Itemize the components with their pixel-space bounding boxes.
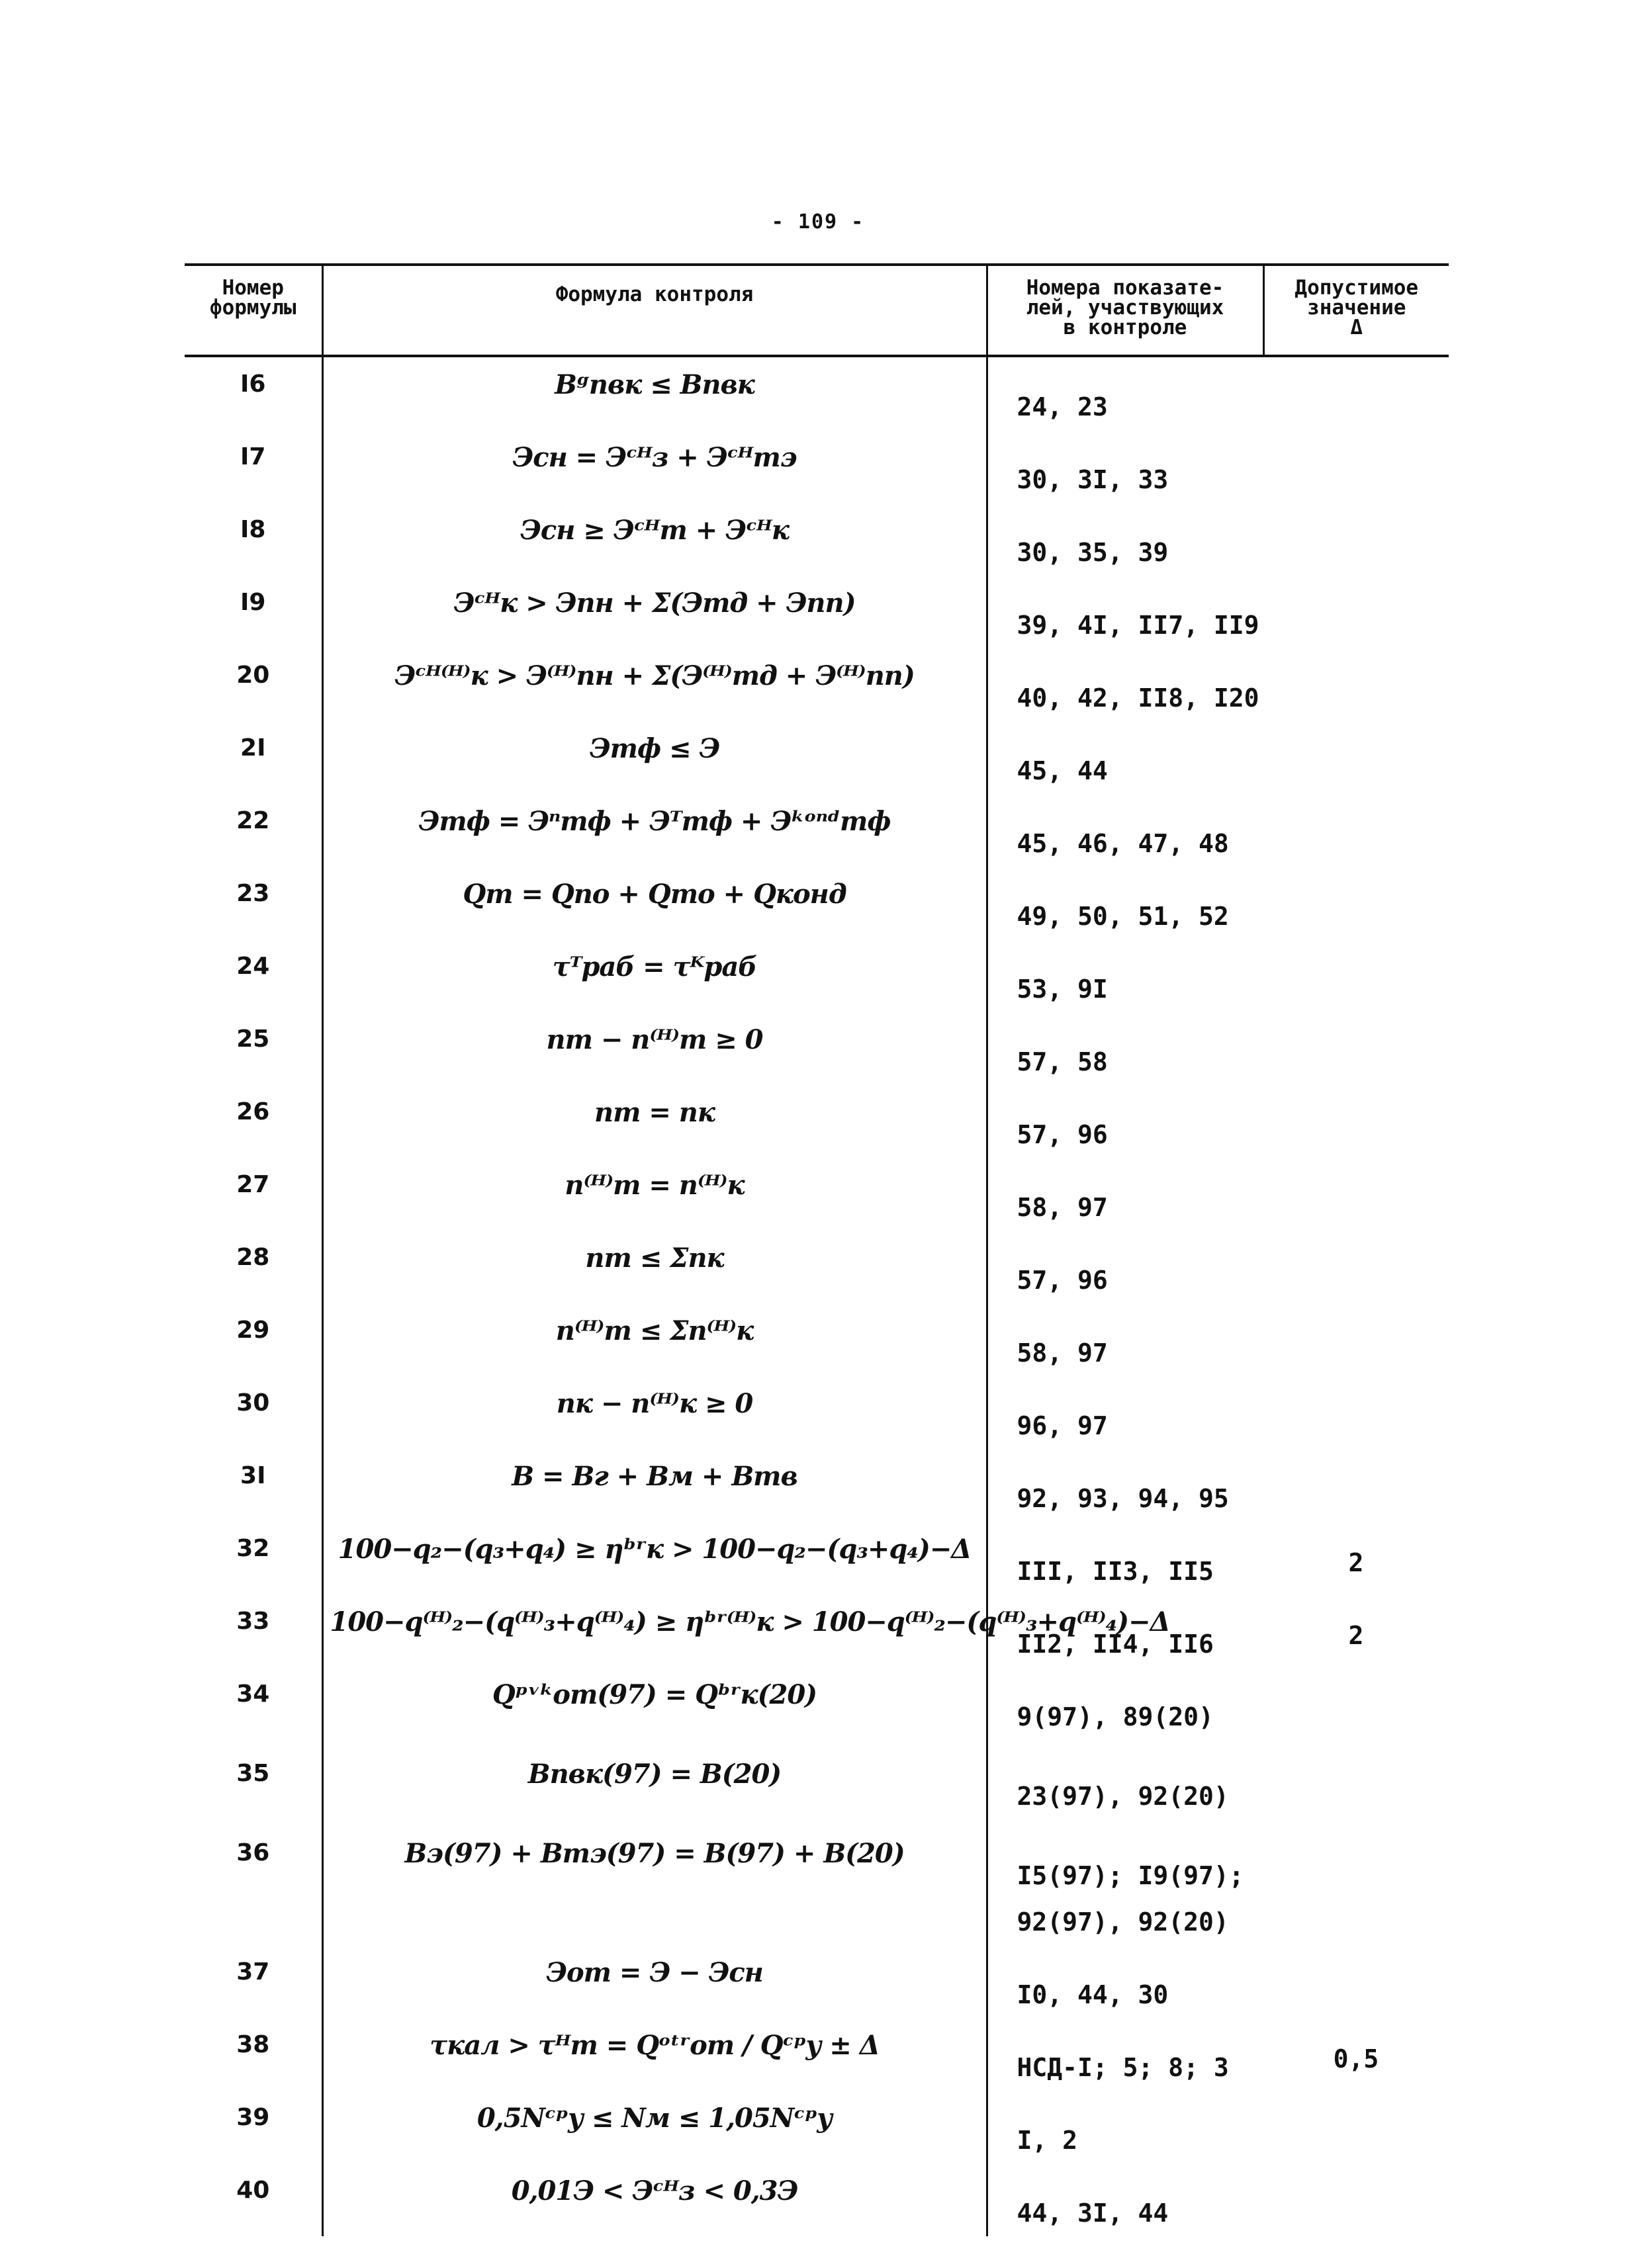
tolerance-value — [1263, 1158, 1449, 1231]
table-row — [185, 1376, 1449, 1449]
tolerance-value — [1263, 1449, 1449, 1522]
tolerance-value: 2 — [1348, 1621, 1364, 1650]
indicator-numbers: 9(97), 89(20) — [987, 1667, 1263, 1747]
formula-number: 36 — [236, 1839, 270, 1866]
indicator-numbers: 57, 96 — [987, 1085, 1263, 1158]
tolerance-value — [1263, 1085, 1449, 1158]
table-row — [185, 1449, 1449, 1522]
table-row — [185, 1594, 1449, 1667]
control-formula: Bᵍпвк ≤ Bпвк — [322, 356, 987, 430]
control-formula: nк − n⁽ᴴ⁾к ≥ 0 — [322, 1376, 987, 1449]
tolerance-value — [1263, 503, 1449, 576]
indicator-numbers: 96, 97 — [987, 1376, 1263, 1449]
table-row — [185, 1085, 1449, 1158]
indicator-numbers: 30, 35, 39 — [987, 503, 1263, 576]
formula-number: 38 — [236, 2031, 270, 2058]
control-formula: nт ≤ Σnк — [322, 1231, 987, 1303]
indicator-numbers: I, 2 — [987, 2091, 1263, 2163]
header-tolerance: Допустимое значение Δ — [1263, 265, 1449, 356]
tolerance-value — [1263, 1012, 1449, 1085]
table-row — [185, 1747, 1449, 1826]
tolerance-value — [1263, 1747, 1449, 1826]
formula-number: 34 — [236, 1680, 270, 1708]
table-row — [185, 1667, 1449, 1747]
indicator-numbers: 24, 23 — [987, 356, 1263, 430]
formula-number: 24 — [236, 953, 270, 980]
formula-number: 22 — [236, 807, 270, 834]
control-formula: τᵀраб = τᴷраб — [322, 939, 987, 1012]
table-row — [185, 648, 1449, 721]
formula-number: 20 — [236, 662, 270, 689]
formula-number: 23 — [236, 880, 270, 907]
header-indicator-numbers: Номера показате- лей, участвующих в контроле — [987, 265, 1263, 356]
formula-number: 26 — [236, 1098, 270, 1125]
control-formula: Qт = Qпо + Qто + Qконд — [322, 867, 987, 939]
indicator-numbers: 53, 9I — [987, 939, 1263, 1012]
indicator-numbers: I0, 44, 30 — [987, 1945, 1263, 2018]
formula-number: 32 — [236, 1535, 270, 1562]
formula-number: 30 — [236, 1389, 270, 1417]
table-row — [185, 576, 1449, 648]
table-row — [185, 939, 1449, 1012]
indicator-numbers: 45, 44 — [987, 721, 1263, 794]
control-formula: Этф = Эⁿтф + Эᵀтф + Эᵏᵒⁿᵈтф — [322, 794, 987, 867]
table-row — [185, 1012, 1449, 1085]
formula-number: 37 — [236, 1958, 270, 1985]
table-row — [185, 1826, 1449, 1945]
tolerance-value — [1263, 1826, 1449, 1945]
indicator-numbers: 57, 96 — [987, 1231, 1263, 1303]
formula-number: 39 — [236, 2104, 270, 2131]
tolerance-value — [1263, 2091, 1449, 2163]
indicator-numbers: 40, 42, II8, I20 — [987, 648, 1263, 721]
table-row — [185, 2091, 1449, 2163]
formula-number: 27 — [236, 1171, 270, 1198]
table-body — [185, 356, 1449, 2236]
tolerance-value — [1263, 794, 1449, 867]
control-formula: τкал > τᴴт = Qᵒᵗʳот / Qᶜᵖу ± Δ — [322, 2018, 987, 2091]
control-formula: Bэ(97) + Bтэ(97) = B(97) + B(20) — [322, 1826, 987, 1945]
page-number: - 109 - — [771, 210, 865, 234]
formula-number: I7 — [240, 443, 266, 470]
indicator-numbers: 44, 3I, 44 — [987, 2163, 1263, 2236]
tolerance-value: 0,5 — [1333, 2044, 1379, 2073]
indicator-numbers: 39, 4I, II7, II9 — [987, 576, 1263, 648]
indicator-numbers: 23(97), 92(20) — [987, 1747, 1263, 1826]
control-formula: 0,5Nᶜᵖу ≤ Nм ≤ 1,05Nᶜᵖу — [322, 2091, 987, 2163]
tolerance-value — [1263, 1945, 1449, 2018]
control-formula: nт = nк — [322, 1085, 987, 1158]
tolerance-value — [1263, 648, 1449, 721]
formula-number: I8 — [240, 516, 266, 543]
indicator-numbers: 92, 93, 94, 95 — [987, 1449, 1263, 1522]
control-formula: 100−q₂−(q₃+q₄) ≥ ηᵇʳк > 100−q₂−(q₃+q₄)−Δ — [322, 1522, 987, 1594]
tolerance-value: 2 — [1348, 1548, 1364, 1577]
formula-number: 3I — [240, 1462, 266, 1489]
tolerance-value — [1263, 939, 1449, 1012]
control-formula: n⁽ᴴ⁾т = n⁽ᴴ⁾к — [322, 1158, 987, 1231]
header-formula-number: Номер формулы — [185, 265, 322, 356]
formula-number: 35 — [236, 1760, 270, 1787]
table-row — [185, 794, 1449, 867]
tolerance-value — [1263, 1667, 1449, 1747]
table-row — [185, 721, 1449, 794]
control-formula: Этф ≤ Э — [322, 721, 987, 794]
formula-number: 28 — [236, 1244, 270, 1271]
indicator-numbers: НСД-I; 5; 8; 3 — [987, 2018, 1263, 2091]
table-row — [185, 356, 1449, 430]
formula-table — [185, 263, 1449, 2236]
control-formula: Эᶜᴴ⁽ᴴ⁾к > Э⁽ᴴ⁾пн + Σ(Э⁽ᴴ⁾тд + Э⁽ᴴ⁾пп) — [322, 648, 987, 721]
table-row — [185, 1303, 1449, 1376]
formula-number: 33 — [236, 1608, 270, 1635]
indicator-numbers: I5(97); I9(97); 92(97), 92(20) — [987, 1826, 1263, 1945]
table-row — [185, 1231, 1449, 1303]
formula-number: I9 — [240, 589, 266, 616]
control-formula: Эᶜᴴк > Эпн + Σ(Этд + Эпп) — [322, 576, 987, 648]
control-formula: 100−q⁽ᴴ⁾₂−(q⁽ᴴ⁾₃+q⁽ᴴ⁾₄) ≥ ηᵇʳ⁽ᴴ⁾к > 100−q⁽ᴴ⁾₂−(q⁽ᴴ⁾₃+q⁽ᴴ⁾₄)−Δ — [322, 1594, 987, 1667]
tolerance-value — [1263, 356, 1449, 430]
tolerance-value — [1263, 2163, 1449, 2236]
indicator-numbers: 57, 58 — [987, 1012, 1263, 1085]
indicator-numbers: 58, 97 — [987, 1158, 1263, 1231]
control-formula: Bпвк(97) = B(20) — [322, 1747, 987, 1826]
table-row — [185, 430, 1449, 503]
formula-number: I6 — [240, 371, 266, 398]
table-row — [185, 2018, 1449, 2091]
table-row — [185, 1945, 1449, 2018]
table-row — [185, 503, 1449, 576]
table-row — [185, 2163, 1449, 2236]
control-formula: n⁽ᴴ⁾т ≤ Σn⁽ᴴ⁾к — [322, 1303, 987, 1376]
control-formula: nт − n⁽ᴴ⁾т ≥ 0 — [322, 1012, 987, 1085]
formula-number: 40 — [236, 2177, 270, 2204]
control-formula: Эот = Э − Эсн — [322, 1945, 987, 2018]
table-header-row — [185, 265, 1449, 356]
indicator-numbers: II2, II4, II6 — [987, 1594, 1263, 1667]
formula-number: 25 — [236, 1025, 270, 1053]
control-formula: Эсн ≥ Эᶜᴴт + Эᶜᴴк — [322, 503, 987, 576]
indicator-numbers: III, II3, II5 — [987, 1522, 1263, 1594]
tolerance-value — [1263, 867, 1449, 939]
table-row — [185, 867, 1449, 939]
control-formula: B = Bг + Bм + Bтв — [322, 1449, 987, 1522]
tolerance-value — [1263, 1303, 1449, 1376]
table-row — [185, 1522, 1449, 1594]
indicator-numbers: 49, 50, 51, 52 — [987, 867, 1263, 939]
formula-number: 29 — [236, 1317, 270, 1344]
header-control-formula: Формула контроля — [322, 265, 987, 356]
control-formula: Qᵖᵛᵏот(97) = Qᵇʳк(20) — [322, 1667, 987, 1747]
control-formula: 0,01Э < Эᶜᴴз < 0,3Э — [322, 2163, 987, 2236]
table-row — [185, 1158, 1449, 1231]
tolerance-value — [1263, 430, 1449, 503]
tolerance-value — [1263, 576, 1449, 648]
tolerance-value — [1263, 1376, 1449, 1449]
indicator-numbers: 30, 3I, 33 — [987, 430, 1263, 503]
tolerance-value — [1263, 1231, 1449, 1303]
indicator-numbers: 58, 97 — [987, 1303, 1263, 1376]
formula-number: 2I — [240, 734, 266, 762]
indicator-numbers: 45, 46, 47, 48 — [987, 794, 1263, 867]
control-formula: Эсн = Эᶜᴴз + Эᶜᴴтэ — [322, 430, 987, 503]
tolerance-value — [1263, 721, 1449, 794]
